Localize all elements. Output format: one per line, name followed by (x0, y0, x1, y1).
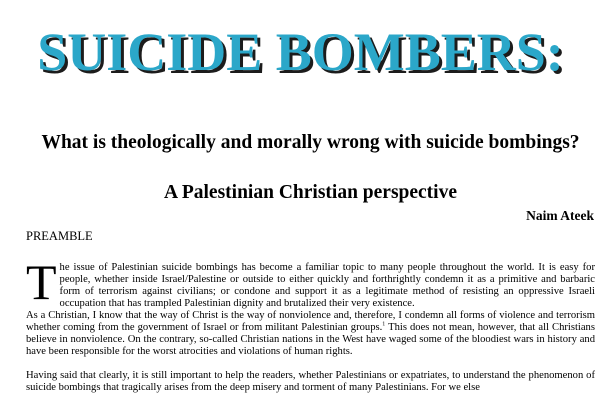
subtitle-heading: A Palestinian Christian perspective (163, 182, 458, 203)
paragraph-3 (26, 370, 595, 394)
paragraph-spacer (26, 358, 595, 370)
paragraph-2 (26, 310, 595, 358)
paragraph-1 (26, 254, 595, 310)
main-title: SUICIDE BOMBERS: (37, 22, 564, 82)
question-heading: What is theologically and morally wrong with suicide bombings? (41, 132, 580, 153)
body-text (26, 254, 595, 394)
section-label-preamble: PREAMBLE (26, 229, 93, 243)
footnote-marker[interactable]: 1 (382, 321, 386, 328)
drop-cap: T (26, 254, 57, 310)
paragraph-2-text-b: This does not mean, however, that all Christians believe in nonviolence. On the contrary, so-called Christian nations in the West have waged some of the bloodiest wars in history and have been responsible for the worst atrocities and violations of human rights. (26, 322, 595, 357)
paragraph-1-text: he issue of Palestinian suicide bombings has become a familiar topic to many people throughout the world. It is easy for people, whether inside Israel/Palestine or outside to either quickly and forthrightly condemn it as a primitive and barbaric form of terrorism against civilians; or condone and support it as a legitimate method of resisting an oppressive Israeli occupation that has trampled Palestinian dignity and brutalized their very existence. (59, 262, 595, 309)
paragraph-2-text-a: As a Christian, I know that the way of Christ is the way of nonviolence and, therefore, I condemn all forms of violence and terrorism whether coming from the government of Israel or from militant Palestinian groups. (26, 310, 595, 333)
author-name: Naim Ateek (526, 208, 594, 223)
paragraph-3-text: Having said that clearly, it is still important to help the readers, whether Palestinians or expatriates, to understand the phenomenon of suicide bombings that tragically arises from the deep misery and torment of many Palestinians. For we else (26, 370, 595, 393)
